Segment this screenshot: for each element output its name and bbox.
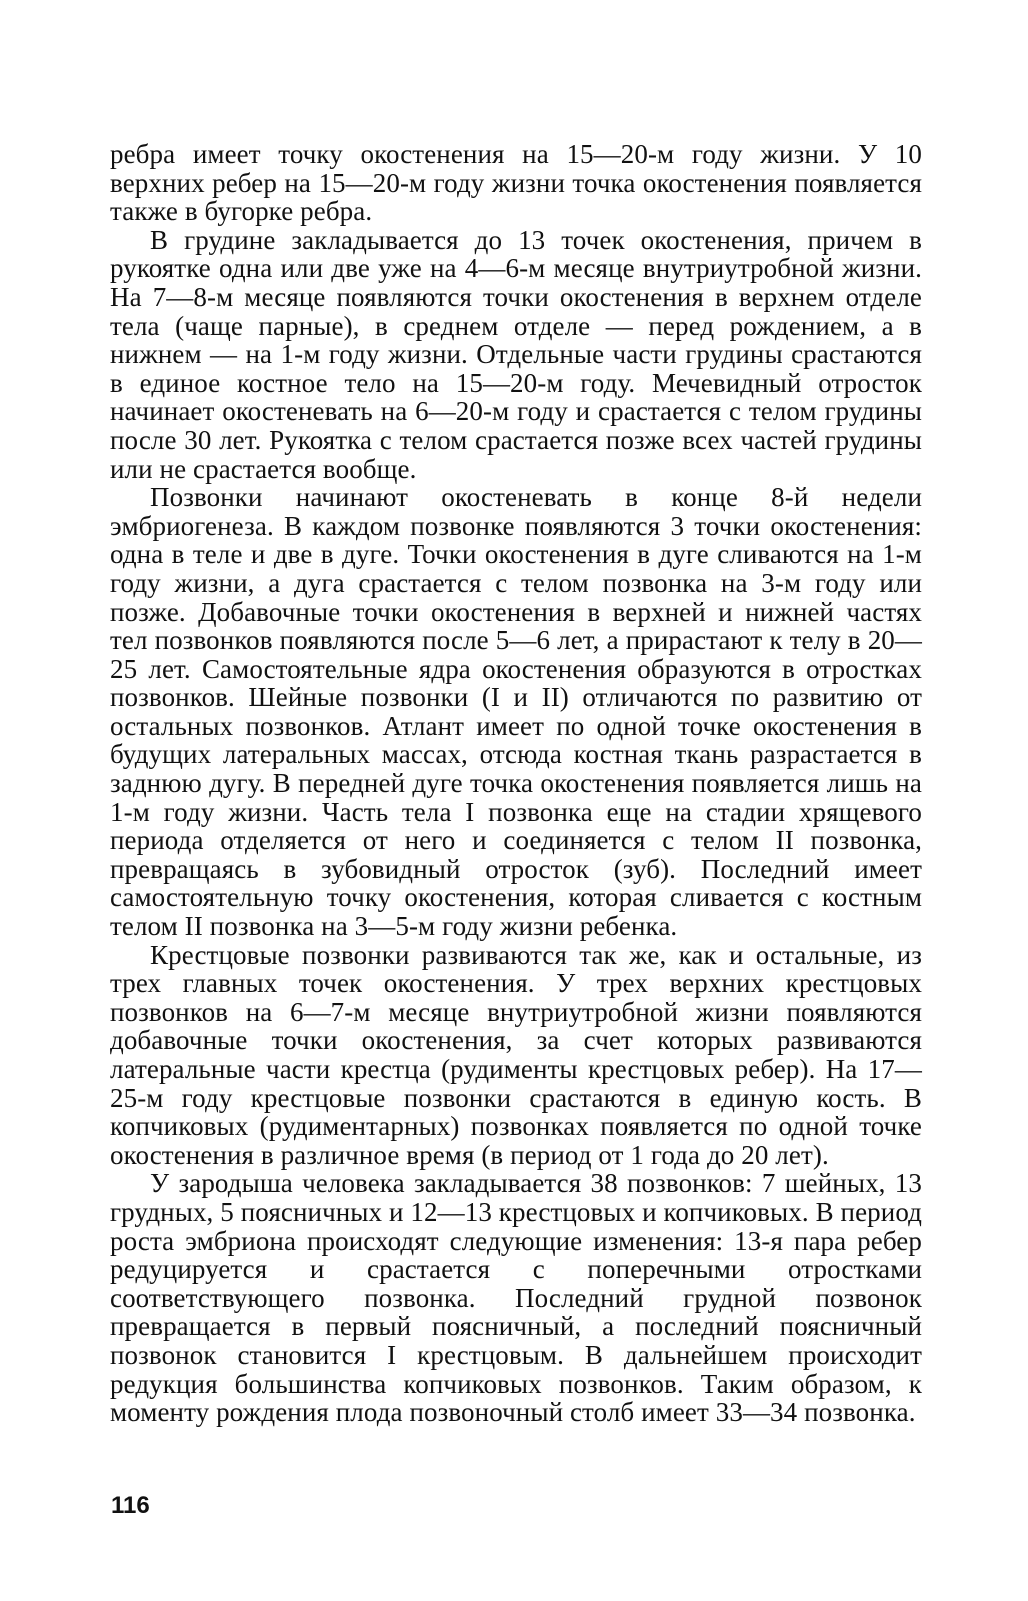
paragraph-4: Крестцовые позвонки развиваются так же, как и остальные, из трех главных точек окостенения. У трех верхних крестцовых позвонков на 6—7-м месяце внутриутробной жизни появляются добавочные точки окостенения, за счет которых развиваются латеральные части крестца (рудименты крестцовых ребер). На 17—25-м году крестцовые позвонки срастаются в единую кость. В копчиковых (рудиментарных) позвонках появляется по одной точке окостенения в различное время (в период от 1 года до 20 лет). [110,939,922,1170]
paragraph-2: В грудине закладывается до 13 точек окостенения, причем в рукоятке одна или две уже на 4—6-м месяце внутриутробной жизни. На 7—8-м месяце появляются точки окостенения в верхнем отделе тела (чаще парные), в среднем отделе — перед рождением, а в нижнем — на 1-м году жизни. Отдельные части грудины срастаются в единое костное тело на 15—20-м году. Мечевидный отросток начинает окостеневать на 6—20-м году и срастается с телом грудины после 30 лет. Рукоятка с телом срастается позже всех частей грудины или не срастается вообще. [110,224,922,484]
paragraph-3: Позвонки начинают окостеневать в конце 8-й недели эмбриогенеза. В каждом позвонке появляются 3 точки окостенения: одна в теле и две в дуге. Точки окостенения в дуге сливаются на 1-м году жизни, а дуга срастается с телом позвонка на 3-м году или позже. Добавочные точки окостенения в верхней и нижней частях тел позвонков появляются после 5—6 лет, а прирастают к телу в 20—25 лет. Самостоятельные ядра окостенения образуются в отростках позвонков. Шейные позвонки (I и II) отличаются по развитию от остальных позвонков. Атлант имеет по одной точке окостенения в будущих латеральных массах, отсюда костная ткань разрастается в заднюю дугу. В передней дуге точка окостенения появляется лишь на 1-м году жизни. Часть тела I позвонка еще на стадии хрящевого периода отделяется от него и соединяется с телом II позвонка, превращаясь в зубовидный отросток (зуб). Последний имеет самостоятельную точку окостенения, которая сливается с костным телом II позвонка на 3—5-м году жизни ребенка. [110,482,922,942]
body-text [110,140,922,1427]
paragraph-5: У зародыша человека закладывается 38 позвонков: 7 шейных, 13 грудных, 5 поясничных и 12—13 крестцовых и копчиковых. В период роста эмбриона происходят следующие изменения: 13-я пара ребер редуцируется и срастается с поперечными отростками соответствующего позвонка. Последний грудной позвонок превращается в первый поясничный, а последний поясничный позвонок становится I крестцовым. В дальнейшем происходит редукция большинства копчиковых позвонков. Таким образом, к моменту рождения плода позвоночный столб имеет 33—34 позвонка. [110,1168,922,1428]
paragraph-1: ребра имеет точку окостенения на 15—20-м году жизни. У 10 верхних ребер на 15—20-м году жизни точка окостенения появляется также в бугорке ребра. [110,139,922,227]
page-number: 116 [111,1492,150,1519]
